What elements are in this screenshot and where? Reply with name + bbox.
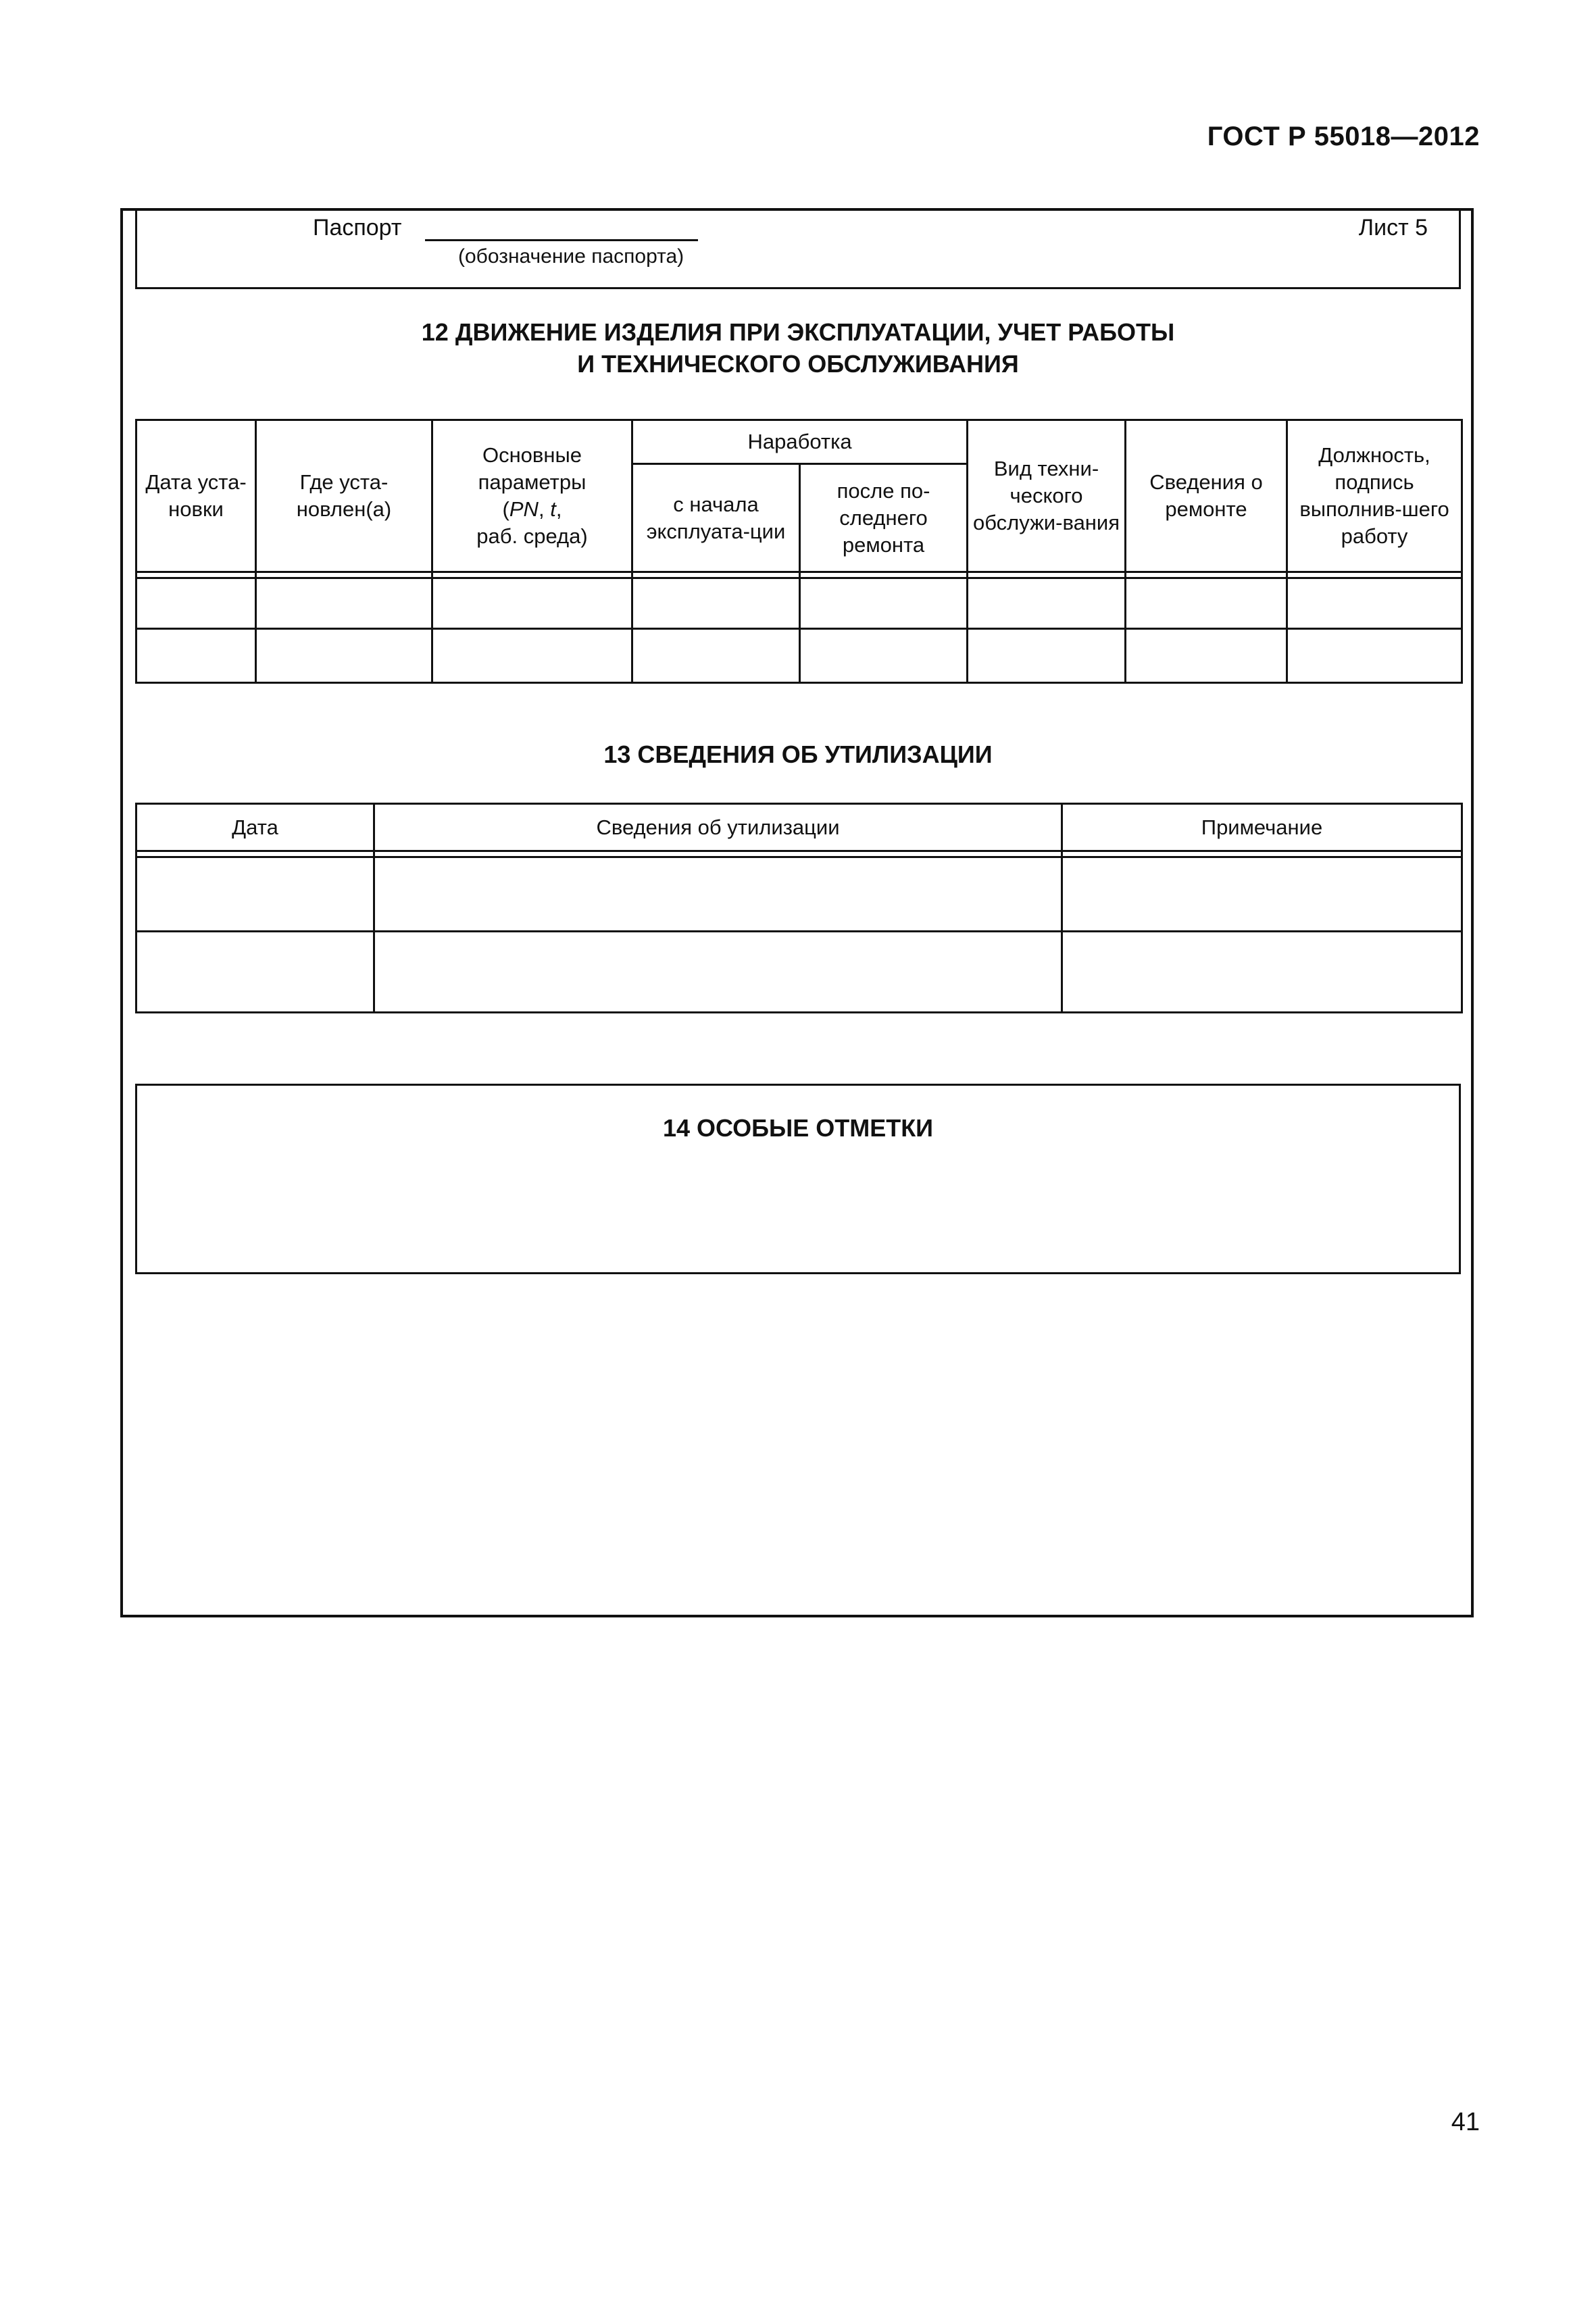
disposal-info-table: [135, 803, 1463, 1013]
table-cell[interactable]: [632, 629, 800, 683]
table-cell[interactable]: [800, 578, 968, 629]
section-13-title: 13 СВЕДЕНИЯ ОБ УТИЛИЗАЦИИ: [603, 740, 993, 768]
col-disposal-info: Сведения об утилизации: [374, 804, 1062, 851]
table-row: [136, 578, 1462, 629]
table-cell[interactable]: [1062, 857, 1462, 932]
col-service-type: Вид техни-ческого обслужи-вания: [968, 420, 1126, 572]
section-12-title-line-1: 12 ДВИЖЕНИЕ ИЗДЕЛИЯ ПРИ ЭКСПЛУАТАЦИИ, УЧЕТ РАБОТЫ: [421, 318, 1175, 346]
col-position-signature: Должность, подпись выполнив-шего работу: [1287, 420, 1462, 572]
table-cell[interactable]: [374, 932, 1062, 1013]
table-cell[interactable]: [432, 629, 632, 683]
passport-header-box: [135, 208, 1461, 289]
table-cell[interactable]: [1287, 629, 1462, 683]
table-cell[interactable]: [136, 578, 256, 629]
operation-movement-table: [135, 419, 1463, 684]
table-cell[interactable]: [256, 629, 432, 683]
table-cell[interactable]: [632, 578, 800, 629]
passport-designation-field: [425, 239, 698, 241]
table-row: [136, 857, 1462, 932]
col-runtime: Наработка: [632, 420, 968, 464]
section-14-title: 14 ОСОБЫЕ ОТМЕТКИ: [662, 1114, 934, 1142]
table-cell[interactable]: [256, 578, 432, 629]
col-install-location: Где уста-новлен(а): [256, 420, 432, 572]
table-cell[interactable]: [1287, 578, 1462, 629]
special-remarks-box[interactable]: [135, 1084, 1461, 1274]
table-cell[interactable]: [1126, 578, 1287, 629]
table-cell[interactable]: [136, 857, 374, 932]
col-main-parameters-label: Основные параметры: [478, 443, 587, 494]
table-cell[interactable]: [1062, 932, 1462, 1013]
param-pn: PN: [509, 497, 539, 521]
col-runtime-after-repair: после по-следнего ремонта: [800, 464, 968, 572]
section-12-title: [135, 316, 1461, 380]
section-12-title-line-2: И ТЕХНИЧЕСКОГО ОБСЛУЖИВАНИЯ: [577, 350, 1019, 378]
page-number: 41: [1451, 2108, 1480, 2136]
standard-designation: ГОСТ Р 55018—2012: [1207, 122, 1480, 151]
col-install-date: Дата уста-новки: [136, 420, 256, 572]
sheet-number: Лист 5: [1358, 215, 1428, 241]
passport-designation-hint: (обозначение паспорта): [458, 245, 684, 268]
param-medium: раб. среда): [476, 524, 588, 548]
table-cell[interactable]: [432, 578, 632, 629]
col-disposal-date: Дата: [136, 804, 374, 851]
table-row: [136, 629, 1462, 683]
param-t: t: [550, 497, 556, 521]
col-runtime-from-start: с начала эксплуата-ции: [632, 464, 800, 572]
passport-label: Паспорт: [313, 215, 402, 241]
table-cell[interactable]: [800, 629, 968, 683]
table-cell[interactable]: [136, 932, 374, 1013]
col-repair-info: Сведения о ремонте: [1126, 420, 1287, 572]
table-row: [136, 932, 1462, 1013]
col-main-parameters: Основные параметры (PN, t, раб. среда): [432, 420, 632, 572]
table-cell[interactable]: [968, 578, 1126, 629]
table-cell[interactable]: [1126, 629, 1287, 683]
table-cell[interactable]: [136, 629, 256, 683]
table-cell[interactable]: [968, 629, 1126, 683]
col-disposal-note: Примечание: [1062, 804, 1462, 851]
table-cell[interactable]: [374, 857, 1062, 932]
